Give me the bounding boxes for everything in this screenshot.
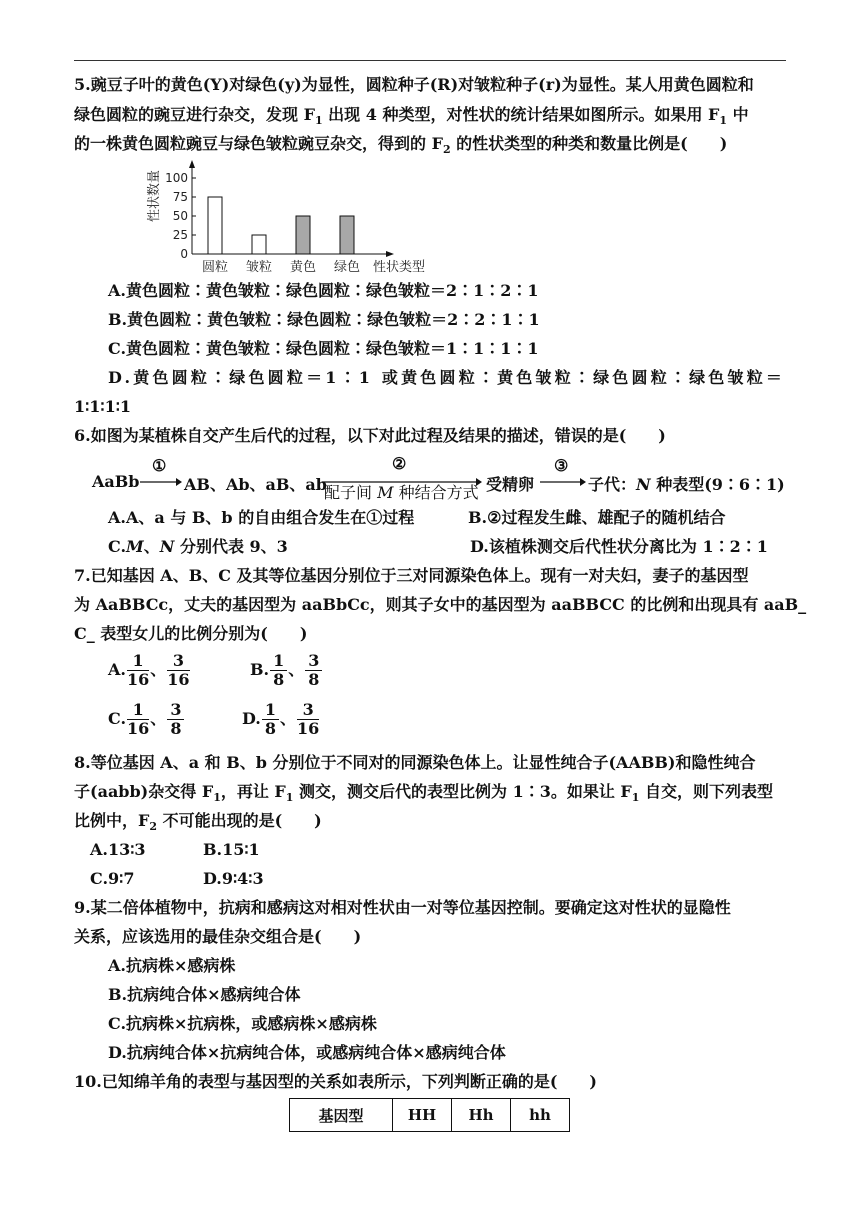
q5-option-d[interactable]: D.黄色圆粒∶绿色圆粒＝1∶1 或黄色圆粒∶黄色皱粒∶绿色圆粒∶绿色皱粒＝	[108, 368, 786, 387]
q6-arrow1-icon	[140, 476, 182, 488]
header-rule	[74, 60, 786, 61]
q7-option-d[interactable]: D. $\frac{1}{8}$ 、 $\frac{3}{16}$	[242, 700, 320, 738]
q6-option-a[interactable]: A.A、a 与 B、b 的自由组合发生在①过程	[108, 508, 415, 527]
q5-stem-line1: 5.豌豆子叶的黄色(Y)对绿色(y)为显性，圆粒种子(R)对皱粒种子(r)为显性。某人用黄色圆粒和	[74, 75, 754, 94]
y-tick-label: 50	[172, 209, 188, 223]
bar-黄色	[296, 216, 310, 254]
q6-step1-label: ①	[152, 456, 167, 475]
q8-option-b[interactable]: B.15∶1	[203, 840, 260, 859]
q6-step2-desc: 配子间 M 种结合方式	[324, 483, 479, 502]
x-tick-label: 黄色	[289, 260, 317, 275]
q7-option-a[interactable]: A. $\frac{1}{16}$ 、 $\frac{3}{16}$	[108, 651, 190, 689]
q9-stem-line2: 关系，应该选用的最佳杂交组合是( )	[74, 927, 362, 946]
q8-option-d[interactable]: D.9∶4∶3	[203, 869, 264, 888]
q6-option-d[interactable]: D.该植株测交后代性状分离比为 1∶2∶1	[470, 537, 768, 556]
q6-stem: 6.如图为某植株自交产生后代的过程，以下对此过程及结果的描述，错误的是( )	[74, 426, 666, 445]
q8-option-c[interactable]: C.9∶7	[90, 869, 135, 888]
q7-option-b[interactable]: B. $\frac{1}{8}$ 、 $\frac{3}{8}$	[250, 652, 400, 696]
bar-皱粒	[252, 235, 266, 254]
y-tick-label: 25	[172, 228, 188, 242]
x-tick-label: 皱粒	[245, 260, 273, 275]
q5-stem-line2: 绿色圆粒的豌豆进行杂交，发现 $F_1$ 出现 4 种类型，对性状的统计结果如图所示。如果用 $F_1$ 中	[74, 105, 749, 128]
bar-绿色	[340, 216, 354, 254]
q7-stem-line3: C_ 表型女儿的比例分别为( )	[74, 624, 308, 643]
table-header-cell: HH	[393, 1099, 452, 1132]
q5-option-c[interactable]: C.黄色圆粒∶黄色皱粒∶绿色圆粒∶绿色皱粒＝1∶1∶1∶1	[108, 339, 539, 358]
q8-stem-line3: 比例中，$F_2$ 不可能出现的是( )	[74, 811, 322, 834]
q8-option-a[interactable]: A.13∶3	[90, 840, 146, 859]
y-tick-label: 0	[180, 247, 188, 261]
table-header-cell: Hh	[452, 1099, 511, 1132]
q5-stem-line3: 的一株黄色圆粒豌豆与绿色皱粒豌豆杂交，得到的 $F_2$ 的性状类型的种类和数量比例是( )	[74, 134, 728, 157]
y-axis-arrow	[189, 160, 195, 168]
y-axis-label: 性状数量	[147, 169, 162, 223]
q9-option-d[interactable]: D.抗病纯合体×抗病纯合体，或感病纯合体×感病纯合体	[108, 1043, 506, 1062]
q6-gametes: AB、Ab、aB、ab	[184, 475, 327, 494]
x-axis-arrow	[386, 251, 394, 257]
q6-start-genotype: AaBb	[92, 472, 140, 491]
q5-option-a[interactable]: A.黄色圆粒∶黄色皱粒∶绿色圆粒∶绿色皱粒＝2∶1∶2∶1	[108, 281, 539, 300]
q6-option-b[interactable]: B.②过程发生雌、雄配子的随机结合	[468, 508, 726, 527]
table-header-cell: hh	[511, 1099, 570, 1132]
q6-arrow3-icon	[540, 476, 586, 488]
q8-stem-line2: 子(aabb)杂交得 $F_1$，再让 $F_1$ 测交，测交后代的表型比例为 1∶3。如果让 $F_1$ 自交，则下列表型	[74, 782, 774, 805]
y-tick-label: 100	[165, 171, 188, 185]
q9-option-a[interactable]: A.抗病株×感病株	[108, 956, 236, 975]
table-header-cell: 基因型	[290, 1099, 393, 1132]
q6-option-c[interactable]: C.M、N 分别代表 9、3	[108, 537, 288, 556]
q6-process-diagram	[92, 456, 792, 500]
x-tick-label: 绿色	[333, 260, 361, 275]
q6-step3-label: ③	[554, 456, 569, 475]
q9-stem-line1: 9.某二倍体植物中，抗病和感病这对相对性状由一对等位基因控制。要确定这对性状的显隐性	[74, 898, 731, 917]
q7-option-c[interactable]: C. $\frac{1}{16}$ 、 $\frac{3}{8}$	[108, 701, 258, 745]
x-axis-label: 性状类型	[372, 260, 426, 275]
q6-offspring: 子代：N 种表型(9∶6∶1)	[588, 475, 785, 494]
q9-option-b[interactable]: B.抗病纯合体×感病纯合体	[108, 985, 301, 1004]
q6-zygote: 受精卵	[486, 475, 535, 494]
x-tick-label: 圆粒	[201, 260, 229, 275]
y-tick-label: 75	[172, 190, 188, 204]
bar-圆粒	[208, 197, 222, 254]
q9-option-c[interactable]: C.抗病株×抗病株，或感病株×感病株	[108, 1014, 377, 1033]
table-row	[290, 1099, 570, 1132]
q8-stem-line1: 8.等位基因 A、a 和 B、b 分别位于不同对的同源染色体上。让显性纯合子(AABB)和隐性纯合	[74, 753, 756, 772]
q5-bar-chart	[140, 160, 440, 280]
q10-stem: 10.已知绵羊角的表型与基因型的关系如表所示，下列判断正确的是( )	[74, 1072, 597, 1091]
q7-stem-line2: 为 AaBBCc，丈夫的基因型为 aaBbCc，则其子女中的基因型为 aaBBCC 的比例和出现具有 aaB_	[74, 595, 807, 614]
q6-step2-label: ②	[392, 454, 407, 473]
q5-option-b[interactable]: B.黄色圆粒∶黄色皱粒∶绿色圆粒∶绿色皱粒＝2∶2∶1∶1	[108, 310, 540, 329]
q5-option-d-cont: 1∶1∶1∶1	[74, 397, 132, 416]
q10-genotype-table	[289, 1098, 570, 1132]
q7-stem-line1: 7.已知基因 A、B、C 及其等位基因分别位于三对同源染色体上。现有一对夫妇，妻子的基因型	[74, 566, 749, 585]
